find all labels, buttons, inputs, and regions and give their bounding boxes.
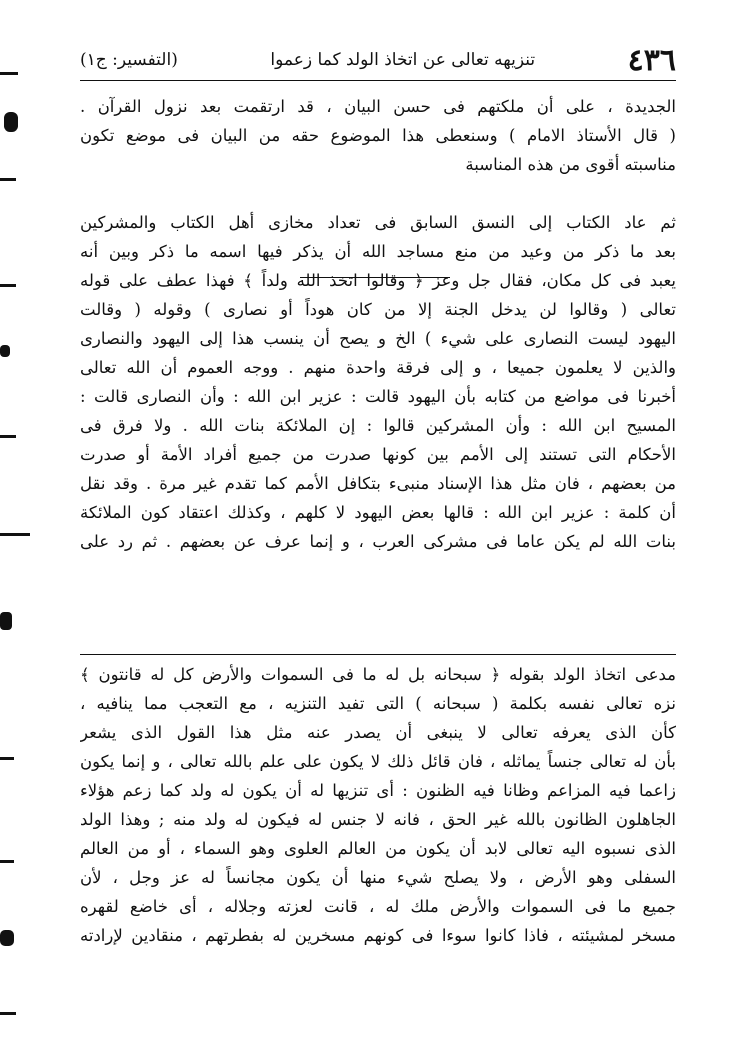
text-line: أخبرنا فى مواضع من كتابه بأن اليهود قالت : عزير ابن الله : وأن النصارى قالت : (80, 387, 676, 406)
paragraph-1 (80, 92, 676, 179)
text-line: زاعما فيه المزاعم وظانا فيه الظنون : أى تنزيها له أن يكون له ولد كما زعم هؤلاء (80, 781, 676, 800)
text-line: جميع ما فى السموات والأرض ملك له ، قانت لعزته وجلاله ، أى خاضع لقهره (80, 897, 676, 916)
scan-margin-mark (0, 930, 14, 946)
scan-margin-mark (0, 860, 14, 863)
text-line: مناسبته أقوى من هذه المناسبة (465, 155, 676, 174)
text-line: اليهود ليست النصارى على شيء ) الخ و يصح أن ينسب هذا إلى اليهود والنصارى (80, 329, 676, 348)
text-line: ثم عاد الكتاب إلى النسق السابق فى تعداد مخازى أهل الكتاب والمشركين (80, 213, 676, 232)
text-line: ( قال الأستاذ الامام ) وسنعطى هذا الموضوع حقه من البيان فى موضع تكون (80, 126, 676, 145)
text-line: كأن الذى يعرفه تعالى لا ينبغى أن يصدر عنه مثل هذا القول الذى يشعر (80, 723, 676, 742)
text-line: الذى نسبوه اليه تعالى لابد أن يكون من العالم العلوى وهو السماء ، أو من العالم (80, 839, 676, 858)
text-line: الجديدة ، على أن ملكتهم فى حسن البيان ، قد ارتقمت بعد نزول القرآن . (80, 97, 676, 116)
text-line: الجاهلون الظانون بالله غير الحق ، فانه لا جنس له فيكون له ولد منه ; وهذا الولد (80, 810, 676, 829)
text-line: بعد ما ذكر من وعيد من منع مساجد الله أن يذكر فيها اسمه ما ذكر وبين أنه (80, 242, 676, 261)
text-line: أن كلمة : عزير ابن الله : قالها بعض اليهود لا كلهم ، وكذلك اعتقاد كون الملائكة (80, 503, 676, 522)
header-rule (80, 80, 676, 81)
paragraph-2 (80, 208, 676, 266)
section-divider (80, 654, 676, 655)
text-line: بنات الله لم يكن عاما فى مشركى العرب ، و إنما عرف عن بعضهم . ثم رد على (80, 532, 676, 551)
section-reference: (التفسير: ج١) (80, 50, 178, 70)
scan-margin-mark (4, 112, 18, 132)
paragraph-4 (80, 660, 676, 950)
text-line: نزه تعالى نفسه بكلمة ( سبحانه ) التى تفيد التنزيه ، مع التعجب مما ينافيه ، (80, 694, 676, 713)
scan-margin-mark (0, 533, 30, 536)
page-number: ٤٣٦ (627, 42, 676, 78)
scan-margin-mark (0, 435, 16, 438)
scan-margin-mark (0, 178, 16, 181)
running-head (80, 40, 676, 80)
scan-margin-mark (0, 284, 16, 287)
scan-margin-mark (0, 345, 10, 357)
text-line: مسخر لمشيئته ، فاذا كانوا سوءا فى كونهم مسخرين له بفطرتهم ، منقادين لإرادته (80, 926, 676, 945)
scan-margin-mark (0, 72, 18, 75)
text-line: تعالى ( وقالوا لن يدخل الجنة إلا من كان هوداً أو نصارى ) وقوله ( وقالت (80, 300, 676, 319)
text-line: يعبد فى كل مكان، فقال جل وعز ﴿ وقالوا اتخذ الله ولداً ﴾ فهذا عطف على قوله (80, 271, 676, 290)
text-line: من بعضهم ، فان مثل هذا الإسناد منبىء بتكافل الأمم كما تقدم غير مرة . وقد نقل (80, 474, 676, 493)
scan-margin-mark (0, 1012, 16, 1015)
scan-margin-mark (0, 757, 14, 760)
text-line: مدعى اتخاذ الولد بقوله ﴿ سبحانه بل له ما فى السموات والأرض كل له قانتون ﴾ (80, 665, 676, 684)
scan-margin-mark (0, 612, 12, 630)
text-line: الأحكام التى تستند إلى الأمم بين كونها صدرت من جميع أفراد الأمة أو صدرت (80, 445, 676, 464)
paragraph-3 (80, 266, 676, 556)
text-line: السفلى وهو الأرض ، ولا يصلح شيء منها أن يكون مجانساً له عز وجل ، لأن (80, 868, 676, 887)
text-line: بأن له تعالى جنساً يماثله ، فان قائل ذلك لا يكون على علم بالله تعالى ، و إنما يكون (80, 752, 676, 771)
text-line: والذين لا يعلمون جميعا ، و إلى فرقة واحدة منهم . ووجه العموم أن الله تعالى (80, 358, 676, 377)
text-line: المسيح ابن الله : وأن المشركين قالوا : إن الملائكة بنات الله . ولا فرق فى (80, 416, 676, 435)
chapter-title: تنزيهه تعالى عن اتخاذ الولد كما زعموا (270, 50, 536, 70)
